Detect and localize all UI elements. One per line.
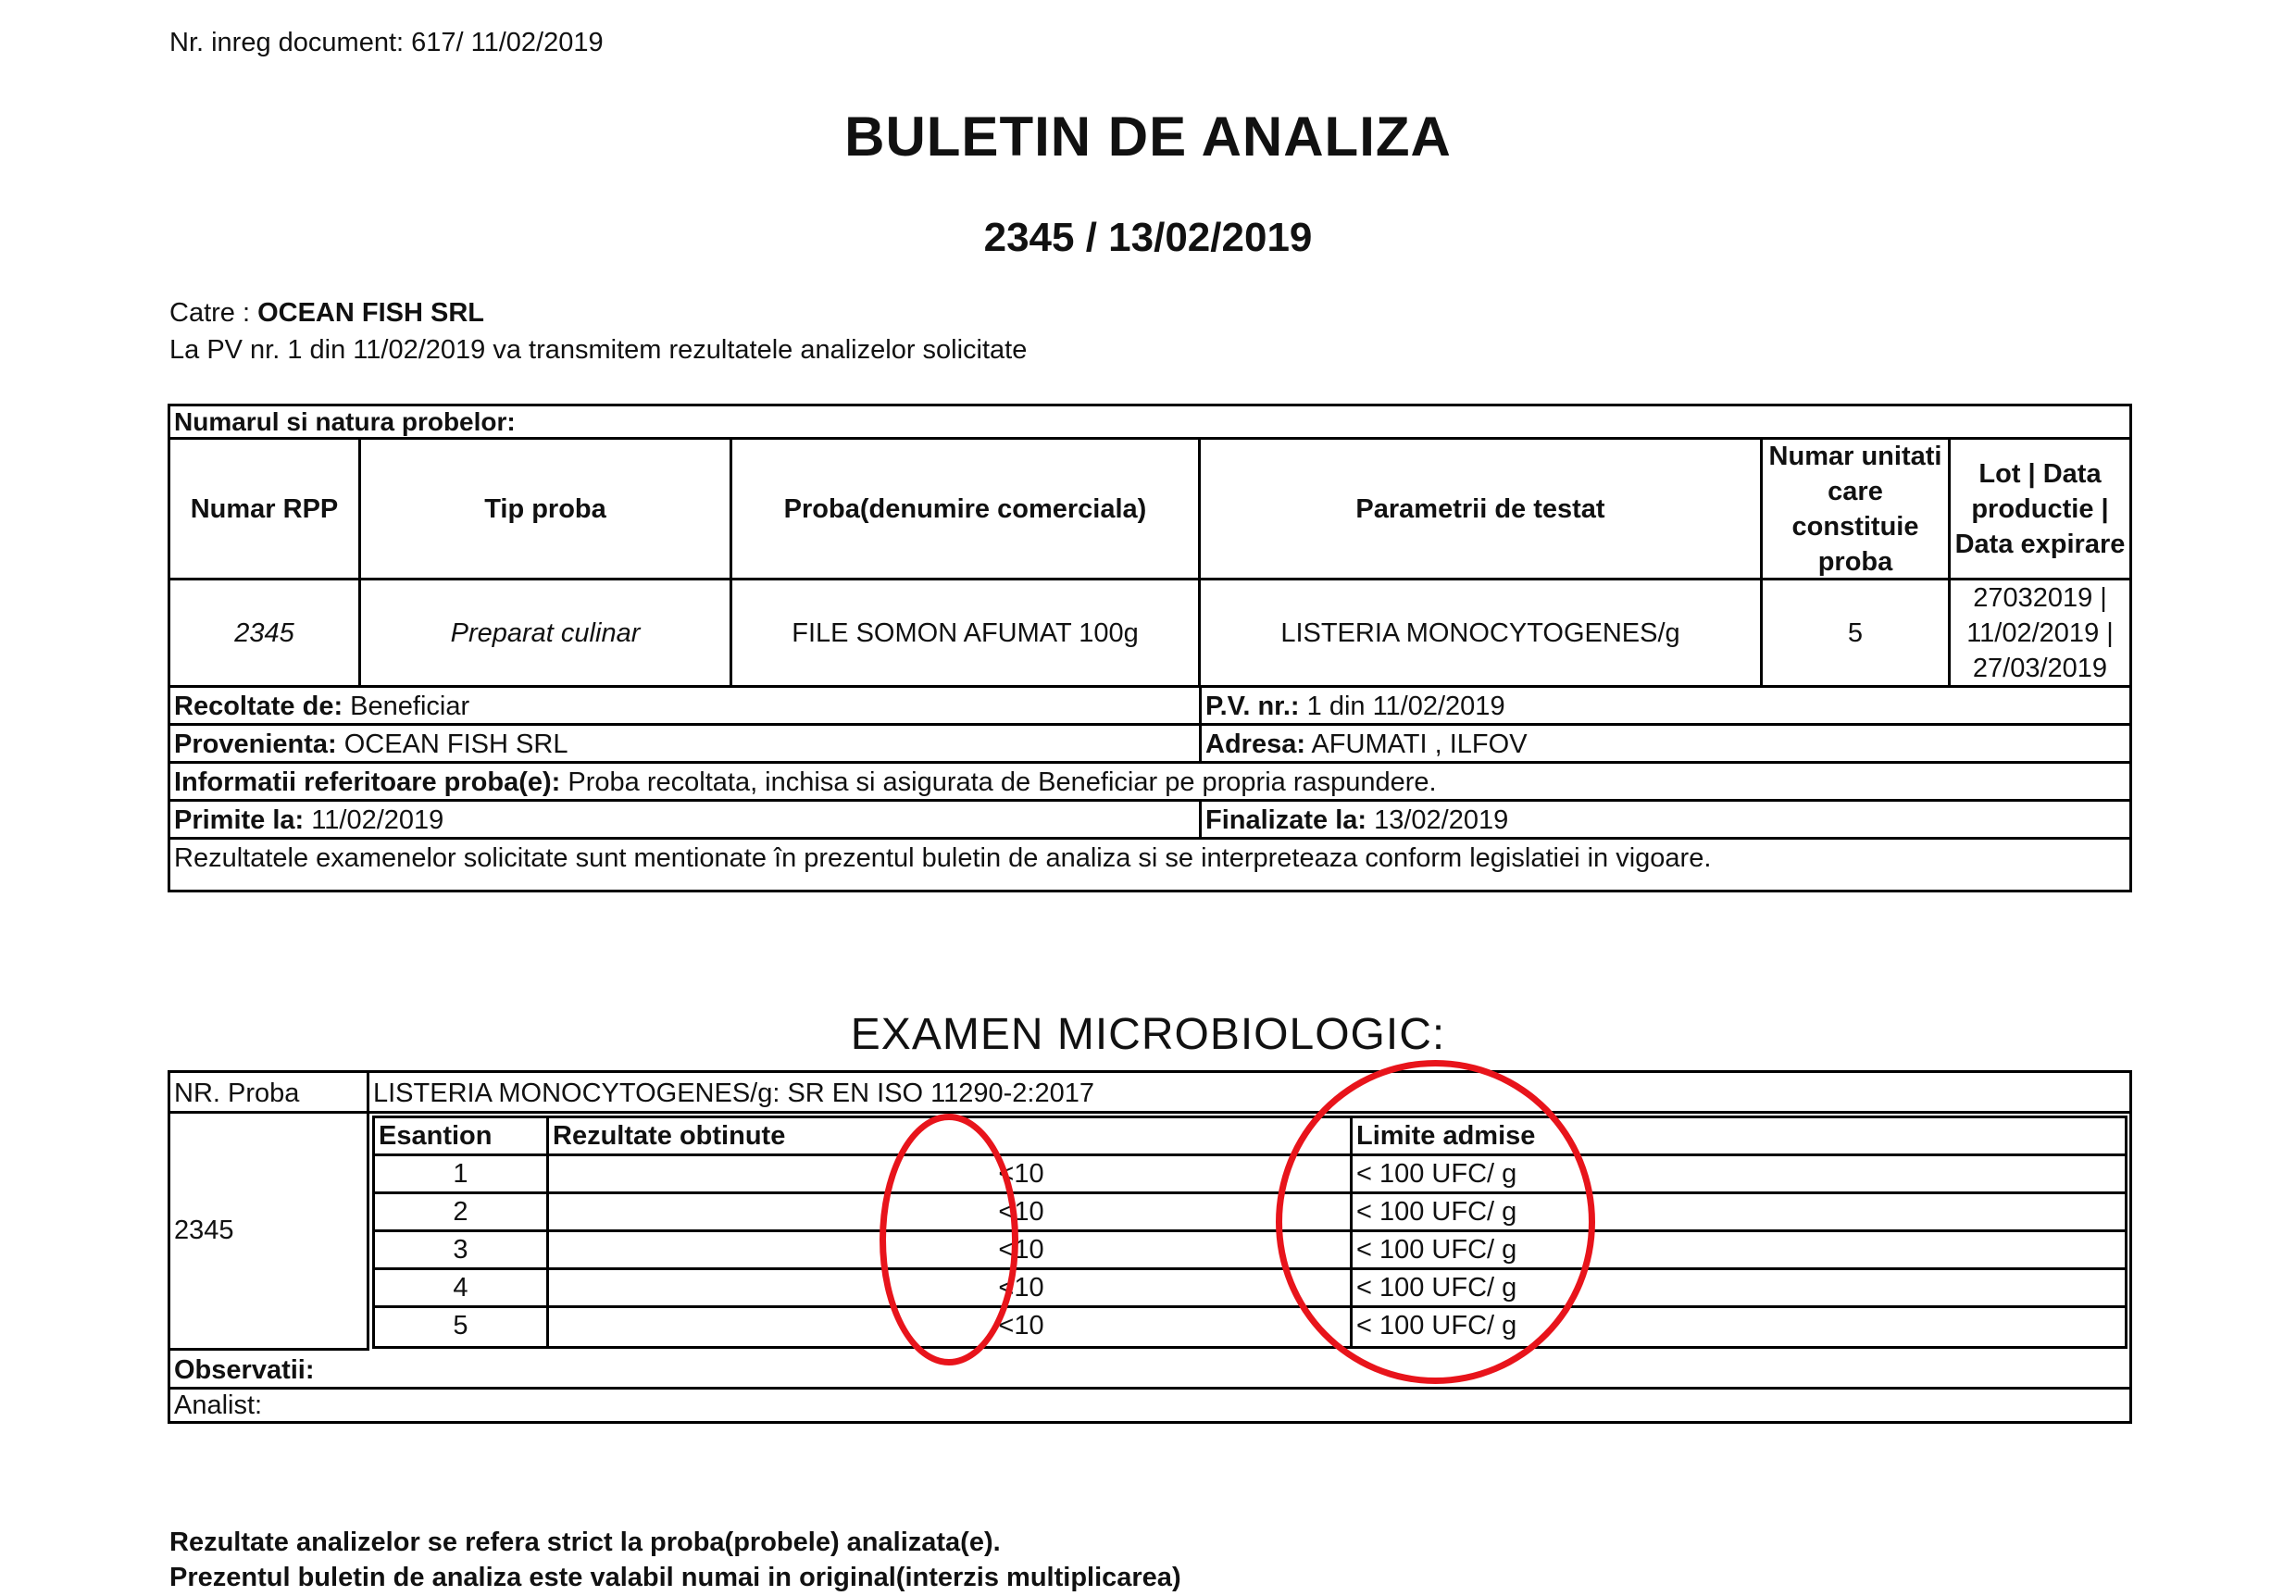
nr-proba-label: NR. Proba [170, 1073, 369, 1114]
esantion-cell: 3 [375, 1232, 549, 1267]
info-row-informatii [170, 764, 2129, 802]
pv-label: P.V. nr.: [1205, 692, 1300, 721]
col-header-lot: Lot | Data productie | Data expirare [1951, 440, 2129, 580]
bulletin-number-date: 2345 / 13/02/2019 [983, 215, 1313, 260]
samples-table [168, 404, 2132, 892]
col-header-tip-proba: Tip proba [361, 440, 732, 580]
esantion-cell: 5 [375, 1308, 549, 1346]
col-header-proba: Proba(denumire comerciala) [732, 440, 1201, 580]
esantion-cell: 1 [375, 1156, 549, 1191]
cell-numar-rpp: 2345 [170, 580, 361, 688]
rezultat-value: <10 [998, 1273, 1044, 1303]
table-row [375, 1156, 2125, 1194]
cell-proba: FILE SOMON AFUMAT 100g [732, 580, 1201, 688]
rezultat-value: <10 [998, 1311, 1044, 1340]
col-header-parametrii: Parametrii de testat [1201, 440, 1763, 580]
col-header-numar-rpp: Numar RPP [170, 440, 361, 580]
finalizate-label: Finalizate la: [1205, 805, 1367, 835]
recipient-label: Catre : [169, 298, 258, 328]
exam-title: EXAMEN MICROBIOLOGIC: [850, 1010, 1446, 1059]
limita-cell: < 100 UFC/ g [1356, 1311, 1517, 1340]
pv-value: 1 din 11/02/2019 [1299, 692, 1505, 721]
page-title: BULETIN DE ANALIZA [844, 106, 1452, 168]
observatii-label: Observatii: [170, 1351, 2129, 1390]
adresa-label: Adresa: [1205, 729, 1305, 759]
info-row-note: Rezultatele examenelor solicitate sunt mentionate în prezentul buletin de analiza si se interpreteaza conform legislatiei in vigoare. [174, 843, 1712, 873]
document-registration-number: Nr. inreg document: 617/ 11/02/2019 [169, 28, 604, 57]
limits-highlight-circle [1276, 1060, 1595, 1384]
recoltate-label: Recoltate de: [174, 692, 343, 721]
cell-parametrii: LISTERIA MONOCYTOGENES/g [1201, 580, 1763, 688]
limita-cell: < 100 UFC/ g [1356, 1159, 1517, 1189]
informatii-label: Informatii referitoare proba(e): [174, 767, 561, 797]
col-esantion-header: Esantion [375, 1118, 549, 1153]
results-table [372, 1116, 2128, 1349]
info-row-provenienta [170, 726, 2129, 764]
finalizate-value: 13/02/2019 [1366, 805, 1509, 835]
results-header-row [375, 1118, 2125, 1156]
rezultat-value: <10 [998, 1159, 1044, 1189]
col-rezultate-header: Rezultate obtinute [549, 1118, 1353, 1153]
exam-method: LISTERIA MONOCYTOGENES/g: SR EN ISO 11290-2:2017 [369, 1073, 2129, 1114]
pv-line: La PV nr. 1 din 11/02/2019 va transmitem rezultatele analizelor solicitate [169, 335, 1028, 365]
provenienta-field [170, 726, 1202, 761]
esantion-cell: 4 [375, 1270, 549, 1305]
recoltate-field [170, 688, 1202, 723]
table-row [375, 1270, 2125, 1308]
table-row [375, 1232, 2125, 1270]
table-row [375, 1308, 2125, 1346]
table-row [375, 1194, 2125, 1232]
rezultat-value: <10 [998, 1235, 1044, 1265]
cell-numar-unitati: 5 [1763, 580, 1951, 688]
col-header-numar-unitati: Numar unitati care constituie proba [1763, 440, 1951, 580]
provenienta-label: Provenienta: [174, 729, 337, 759]
col-limite-header: Limite admise [1356, 1121, 1536, 1151]
recoltate-value: Beneficiar [343, 692, 470, 721]
recipient-value: OCEAN FISH SRL [257, 298, 484, 328]
primite-label: Primite la: [174, 805, 305, 835]
samples-table-caption: Numarul si natura probelor: [170, 406, 2129, 440]
footer-note-2: Prezentul buletin de analiza este valabil numai in original(interzis multiplicarea) [169, 1563, 1181, 1592]
provenienta-value: OCEAN FISH SRL [336, 729, 568, 759]
limita-cell: < 100 UFC/ g [1356, 1273, 1517, 1303]
limita-cell: < 100 UFC/ g [1356, 1197, 1517, 1227]
recipient-line [169, 298, 484, 329]
info-row-recoltate [170, 688, 2129, 726]
primite-value: 11/02/2019 [304, 805, 444, 835]
cell-tip-proba: Preparat culinar [361, 580, 732, 688]
cell-lot-data: 27032019 | 11/02/2019 | 27/03/2019 [1951, 580, 2129, 688]
informatii-value: Proba recoltata, inchisa si asigurata de Beneficiar pe propria raspundere. [560, 767, 1437, 797]
results-highlight-circle [880, 1114, 1018, 1365]
adresa-field [1202, 726, 2129, 761]
analist-label: Analist: [174, 1390, 263, 1420]
nr-proba-value: 2345 [170, 1114, 369, 1351]
info-row-primite [170, 802, 2129, 840]
adresa-value: AFUMATI , ILFOV [1305, 729, 1528, 759]
limita-cell: < 100 UFC/ g [1356, 1235, 1517, 1265]
esantion-cell: 2 [375, 1194, 549, 1229]
rezultat-value: <10 [998, 1197, 1044, 1227]
exam-table [168, 1070, 2132, 1424]
primite-field [170, 802, 1202, 837]
pv-field [1202, 688, 2129, 723]
finalizate-field [1202, 802, 2129, 837]
footer-note-1: Rezultate analizelor se refera strict la proba(probele) analizata(e). [169, 1527, 1001, 1557]
